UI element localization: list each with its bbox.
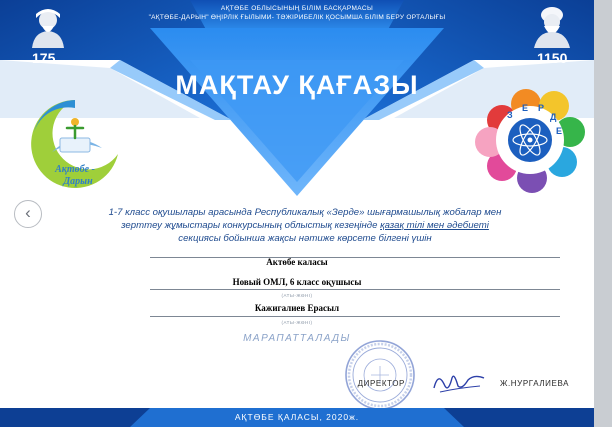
certificate-title: МАҚТАУ ҚАҒАЗЫ	[175, 70, 419, 100]
director-name: Ж.НУРГАЛИЕВА	[500, 379, 570, 388]
rule-line-3	[150, 316, 560, 317]
zerde-letter-4: Д	[550, 112, 557, 122]
description-line-2-text: зерттеу жұмыстары конкурсының облыстық кезеңінде	[121, 220, 381, 231]
description-line-2	[60, 219, 550, 232]
caption-name: (АТЫ-ЖӨНІ)	[281, 293, 313, 298]
student-name: Кажигалиев Ерасыл	[254, 303, 340, 313]
description-section-name: қазақ тілі мен әдебиеті	[380, 220, 489, 231]
city-field: Актөбе каласы	[266, 257, 328, 267]
city-year: АҚТӨБЕ ҚАЛАСЫ, 2020ж.	[234, 412, 360, 422]
zerde-logo	[470, 80, 588, 200]
description-line-1: 1-7 класс оқушылары арасында Республикалық «Зерде» шығармашылық жобалар мен	[108, 207, 502, 218]
logo-text-line1: Ақтөбе -	[55, 164, 95, 175]
previous-page-icon[interactable]: ‹	[14, 200, 42, 228]
left-portrait-icon	[26, 4, 70, 48]
zerde-letter-2: Е	[522, 103, 529, 113]
right-portrait-icon	[530, 4, 574, 48]
organization-line-2: "АҚТӨБЕ-ДАРЫН" ӨҢІРЛІК ҒЫЛЫМИ- ТӘЖІРИБЕЛІК ҚОСЫМША БІЛІМ БЕРУ ОРТАЛЫҒЫ	[148, 14, 446, 21]
zerde-letter-5: Е	[556, 126, 563, 136]
logo-text-line2: Дарын	[63, 176, 93, 187]
organization-line-1: АҚТӨБЕ ОБЛЫСЫНЫҢ БІЛІМ БАСҚАРМАСЫ	[220, 5, 374, 12]
director-label: ДИРЕКТОР	[357, 379, 405, 388]
zerde-letter-1: З	[507, 110, 513, 120]
description-line-3: секциясы бойынша жақсы нәтиже көрсете білгені үшін	[178, 233, 432, 244]
left-anniversary-number: 175	[32, 50, 56, 66]
aqtobe-daryn-logo	[20, 92, 130, 192]
caption-fio: (АТЫ-ЖӨНІ)	[281, 320, 313, 325]
director-signature	[428, 364, 490, 400]
official-stamp-icon	[343, 338, 417, 412]
rule-line-2	[150, 289, 560, 290]
description	[60, 206, 550, 245]
school-field: Новый ОМЛ, 6 класс оқушысы	[232, 277, 362, 287]
right-anniversary-number: 1150	[537, 50, 568, 66]
viewer-edge	[594, 0, 612, 427]
award-text: МАРАПАТТАЛАДЫ	[243, 333, 351, 344]
zerde-letter-3: Р	[538, 103, 545, 113]
